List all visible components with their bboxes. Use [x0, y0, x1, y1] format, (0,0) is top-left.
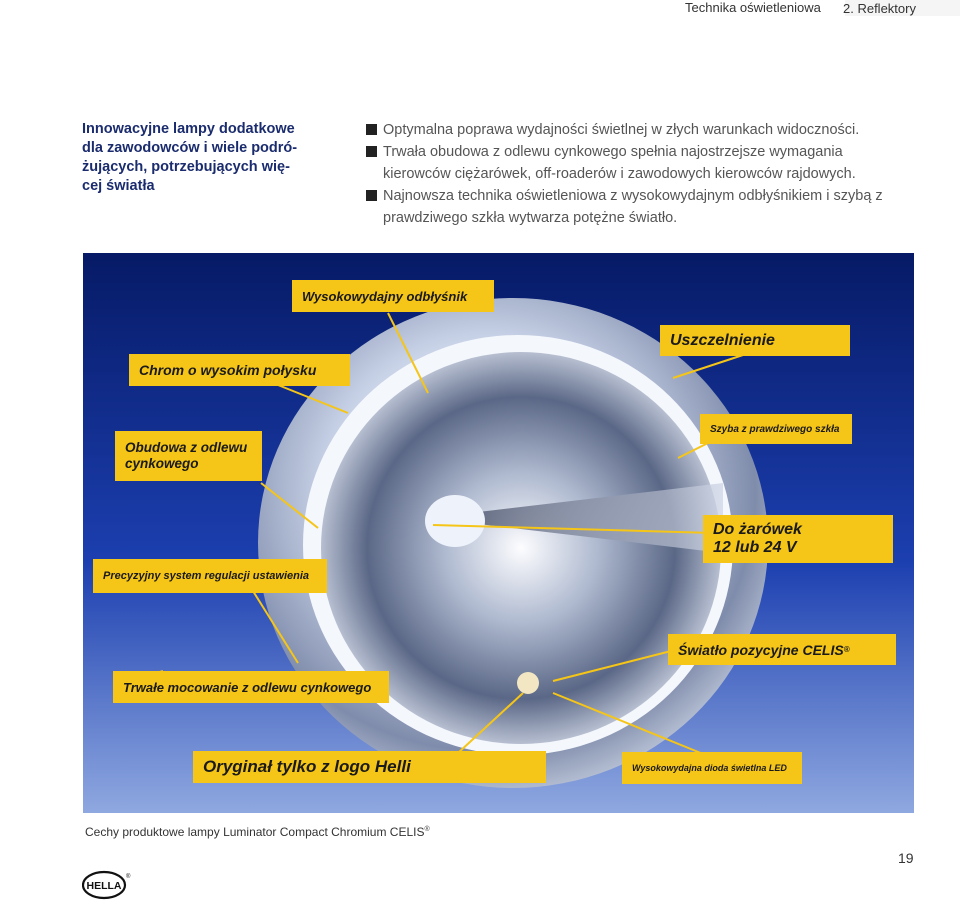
label-housing-line: Obudowa z odlewu [125, 440, 248, 455]
label-celis-text: Światło pozycyjne CELIS [678, 641, 844, 658]
label-chrome-text: Chrom o wysokim połysku [139, 362, 317, 378]
bullet-square-icon [366, 190, 377, 201]
lead-line: dla zawodowców i wiele podró- [82, 140, 298, 156]
header-chapter-strip [845, 0, 960, 16]
caption-mark: ® [424, 826, 430, 833]
label-seal [660, 325, 850, 356]
bullet-line: Trwała obudowa z odlewu cynkowego spełnia najostrzejsze wymagania [383, 144, 843, 160]
label-reflector [292, 280, 494, 312]
label-bulbs-line: Do żarówek [713, 521, 802, 538]
label-adjust-text: Precyzyjny system regulacji ustawienia [103, 570, 310, 582]
label-bulbs-line: 12 lub 24 V [713, 539, 797, 556]
lead-line: Innowacyjne lampy dodatkowe [82, 121, 295, 137]
label-seal-text: Uszczelnienie [670, 331, 775, 349]
label-housing-line: cynkowego [125, 456, 199, 471]
header-section: Technika oświetleniowa [685, 0, 821, 15]
feature-bullets [366, 119, 926, 229]
hella-logo-mark: ® [126, 874, 131, 880]
label-mount-text: Trwałe mocowanie z odlewu cynkowego [123, 679, 372, 695]
led-diode [517, 672, 539, 694]
bulb-socket [425, 495, 485, 547]
product-photo [83, 253, 914, 813]
figure-caption [85, 825, 430, 839]
bullet-square-icon [366, 124, 377, 135]
label-celis [668, 634, 896, 665]
label-led-text: Wysokowydajna dioda świetlna LED [632, 763, 787, 773]
bullet-item [366, 185, 926, 229]
label-mount [113, 671, 389, 703]
label-original [193, 751, 546, 783]
hella-logo [82, 870, 132, 905]
label-adjust [93, 559, 327, 593]
bullet-line: Optymalna poprawa wydajności świetlnej w złych warunkach widoczności. [383, 122, 860, 138]
hella-logo-text: HELLA [86, 880, 122, 892]
label-housing [115, 431, 262, 481]
page-number: 19 [898, 850, 914, 866]
label-celis-mark: ® [843, 645, 850, 654]
bullet-item [366, 119, 926, 141]
hella-logo-icon [82, 870, 132, 900]
bullet-line: kierowców ciężarówek, off-roaderów i zawodowych kierowców rajdowych. [383, 166, 856, 182]
label-glass [700, 414, 852, 444]
bullet-square-icon [366, 146, 377, 157]
label-original-text: Oryginał tylko z logo Helli [203, 757, 411, 776]
label-glass-text: Szyba z prawdziwego szkła [710, 423, 840, 435]
bullet-line: prawdziwego szkła wytwarza potężne światło. [383, 210, 678, 226]
lead-heading [82, 120, 312, 196]
label-bulbs [703, 515, 893, 563]
caption-text: Cechy produktowe lampy Luminator Compact Chromium CELIS [85, 825, 425, 839]
bullet-line: Najnowsza technika oświetleniowa z wysokowydajnym odbłyśnikiem i szybą z [383, 188, 883, 204]
lead-line: cej światła [82, 178, 155, 194]
running-header [685, 0, 821, 15]
header-chapter: 2. Reflektory [843, 1, 916, 16]
label-led [622, 752, 802, 784]
label-reflector-text: Wysokowydajny odbłyśnik [302, 288, 468, 304]
lead-line: żujących, potrzebujących wię- [82, 159, 290, 175]
label-chrome [129, 354, 350, 386]
bullet-item [366, 141, 926, 185]
